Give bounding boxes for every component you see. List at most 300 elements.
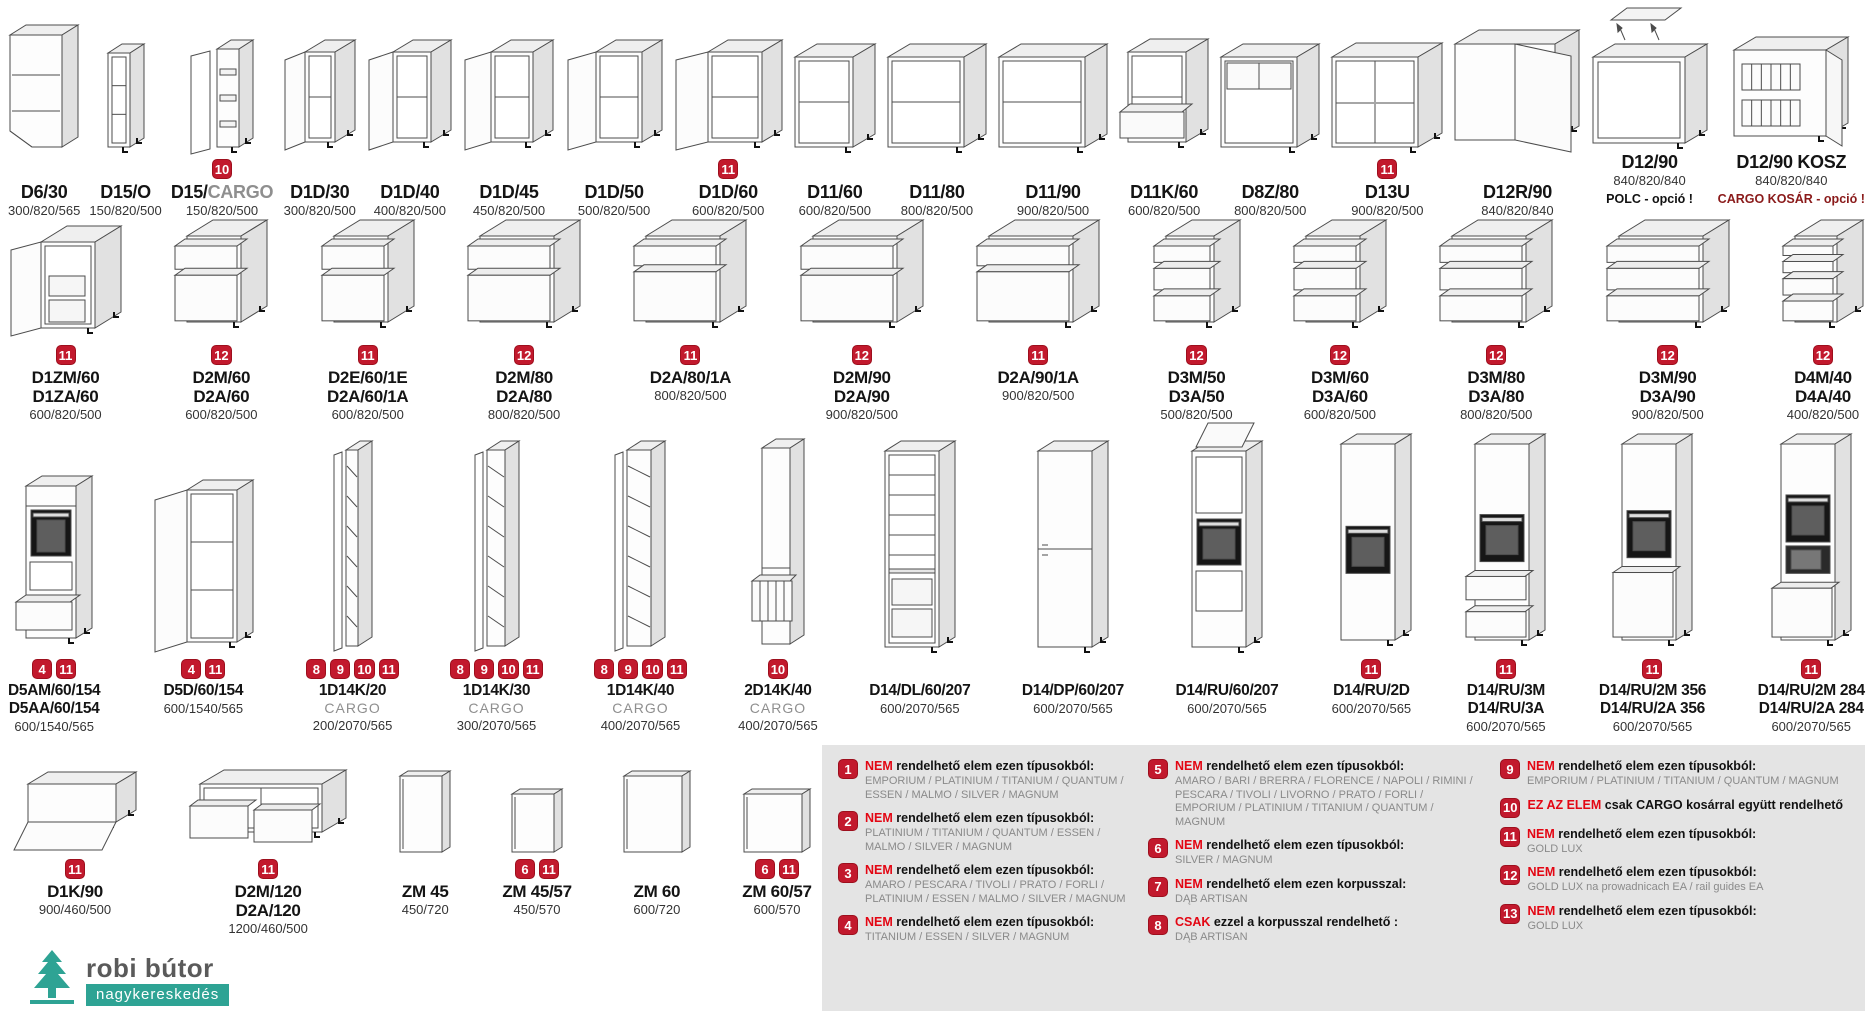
- cabinet-model-name: [327, 368, 408, 406]
- cabinet-dimensions: 600/2070/565: [1612, 719, 1693, 734]
- legend-text: [1175, 877, 1478, 907]
- legend-item-2: [838, 811, 1126, 854]
- cabinet-item-zm-60: [622, 742, 692, 918]
- model-name-line: D1D/40: [380, 182, 440, 202]
- cabinet-drawing-d14-dl-60-207: [883, 430, 957, 656]
- type-badge: 8: [306, 659, 326, 679]
- cabinet-dimensions: 400/820/500: [373, 203, 446, 218]
- legend-badge: 6: [1148, 838, 1168, 858]
- cabinet-drawing-d2a-90-1a: [975, 226, 1101, 342]
- cabinet-drawing-d12-90: [1591, 6, 1709, 152]
- cabinet-icon: [1732, 35, 1850, 152]
- cabinet-item-d1zm-60: [8, 226, 123, 423]
- model-name-line: D12/90 KOSZ: [1736, 152, 1847, 172]
- model-name-line: D6/30: [20, 182, 68, 202]
- type-badge: 11: [358, 345, 378, 365]
- type-badge: 11: [1361, 659, 1381, 679]
- legend-detail: DĄB ARTISAN: [1175, 892, 1248, 905]
- cabinet-item-d13u: [1330, 6, 1444, 219]
- model-name-line: ZM 45: [401, 882, 449, 901]
- model-name-line: D3M/80: [1467, 368, 1526, 387]
- type-badge: 11: [56, 345, 76, 365]
- type-badge: 9: [474, 659, 494, 679]
- model-name-line: D14/RU/2A 356: [1600, 700, 1705, 717]
- model-name-line: D4A/40: [1795, 387, 1851, 406]
- cabinet-dimensions: 800/820/500: [900, 203, 974, 218]
- cabinet-drawing-d13u: [1330, 6, 1444, 156]
- model-name-line: D3M/50: [1167, 368, 1226, 387]
- legend-item-9: [1500, 759, 1852, 789]
- cabinet-dimensions: 900/820/500: [1002, 388, 1075, 403]
- legend-detail: AMARO / PESCARA / TIVOLI / PRATO / FORLI / PLATINIUM / ESSEN / MALMO / SILVER / MAGNUM: [865, 879, 1126, 905]
- type-badge: 10: [768, 659, 788, 679]
- cabinet-model-name: [1599, 682, 1706, 718]
- legend-title-black: rendelhető elem ezen típusokból:: [896, 915, 1095, 929]
- cabinet-dimensions: 600/2070/565: [1187, 701, 1267, 716]
- badge-row: [1377, 158, 1397, 180]
- badge-row: [594, 658, 686, 680]
- cabinet-item-zm-45: [398, 742, 452, 918]
- cabinet-drawing-d14-dp-60-207: [1036, 430, 1110, 656]
- cabinet-icon: [793, 42, 877, 156]
- cabinet-drawing-zm-45: [398, 742, 452, 856]
- legend-text: [1175, 759, 1478, 829]
- cabinet-icon: [1190, 409, 1264, 656]
- model-name-line: D15/O: [100, 182, 151, 202]
- legend-badge: 8: [1148, 915, 1168, 935]
- cabinet-dimensions: 840/820/840: [1755, 173, 1828, 188]
- model-name-line: D2A/80: [496, 387, 552, 406]
- cabinet-model-name: [479, 182, 538, 202]
- legend-badge: 3: [838, 863, 858, 883]
- type-badge: 8: [450, 659, 470, 679]
- cabinet-icon: [1152, 218, 1242, 342]
- cabinet-model-name: [1758, 682, 1865, 718]
- cabinet-item-d14-ru-60-207: [1175, 430, 1278, 717]
- cabinet-model-name: [1483, 182, 1552, 202]
- legend-badge: 1: [838, 759, 858, 779]
- badge-row: [212, 158, 232, 180]
- model-name-line: D2M/90: [832, 368, 891, 387]
- cabinet-item-d15-cargo: [171, 6, 273, 219]
- cabinet-icon: [320, 218, 416, 342]
- cabinet-row-tall-units: [8, 430, 1865, 735]
- cabinet-drawing-d5d-60-154: [152, 430, 255, 656]
- badge-row: [32, 658, 76, 680]
- cabinet-model-name: [163, 682, 243, 700]
- cabinet-drawing-d2m-120: [188, 742, 348, 856]
- model-name-line: D14/RU/2D: [1333, 682, 1410, 699]
- cabinet-model-name: [807, 182, 862, 202]
- cabinet-model-name: [833, 368, 891, 406]
- model-name-line: 1D14K/30: [462, 682, 531, 699]
- cabinet-model-name: [1333, 682, 1410, 700]
- cabinet-icon: [8, 23, 80, 156]
- cabinet-item-d2m-120: [188, 742, 348, 937]
- cabinet-item-d5d-60-154: [152, 430, 255, 717]
- legend-column-1: [838, 759, 1126, 1003]
- cabinet-item-d5am-60-154: [8, 430, 100, 735]
- cabinet-model-name: [650, 368, 731, 387]
- model-name-line: D8Z/80: [1241, 182, 1299, 202]
- cabinet-item-d11-90: [997, 6, 1109, 219]
- cabinet-drawing-d14-ru-3m: [1464, 430, 1547, 656]
- cabinet-drawing-d1d-30: [282, 6, 357, 156]
- cabinet-model-name: [1467, 682, 1545, 718]
- cabinet-item-d6-30: [8, 6, 80, 219]
- cabinet-dimensions: 400/2070/565: [600, 718, 681, 733]
- badge-row: [680, 344, 700, 366]
- type-badge: 11: [1028, 345, 1048, 365]
- model-name-line: D5AM/60/154: [8, 682, 101, 699]
- badge-row: [1330, 344, 1350, 366]
- type-badge: 11: [1496, 659, 1516, 679]
- cabinet-model-name: [1130, 182, 1198, 202]
- model-name-line: D14/RU/3M: [1466, 682, 1546, 699]
- cabinet-item-d14-ru-2m-284: [1758, 430, 1865, 735]
- logo-tree-icon: [26, 948, 78, 1006]
- legend-title: [1527, 865, 1852, 880]
- cabinet-dimensions: 900/820/500: [825, 407, 898, 422]
- legend-detail: EMPORIUM / PLATINIUM / TITANIUM / QUANTUM / MAGNUM: [1527, 775, 1839, 787]
- legend-title-red: CSAK: [1175, 915, 1211, 929]
- badge-row: [1186, 344, 1206, 366]
- cabinet-dimensions: 900/820/500: [1631, 407, 1704, 422]
- cabinet-drawing-1d14k-20: [332, 430, 374, 656]
- cabinet-item-d2a-80-1a: [632, 226, 748, 404]
- model-name-line: D2A/80/1A: [649, 368, 732, 387]
- model-name-gray: CARGO: [207, 182, 274, 202]
- model-name-line: D13U: [1364, 182, 1410, 202]
- model-name-line: D3M/90: [1638, 368, 1697, 387]
- legend-title: [1175, 877, 1478, 892]
- legend-text: [1175, 838, 1478, 868]
- cabinet-drawing-d1d-45: [462, 6, 555, 156]
- cabinet-item-d1k-90: [12, 742, 138, 918]
- model-name-line: D11/90: [1025, 182, 1081, 202]
- cabinet-model-name: [634, 882, 681, 901]
- cabinet-drawing-d11-90: [997, 6, 1109, 156]
- cabinet-model-name: [1022, 682, 1124, 700]
- cabinet-dimensions: 300/820/565: [8, 203, 81, 218]
- type-badge: 12: [1813, 345, 1833, 365]
- legend-title: [1527, 827, 1852, 842]
- badge-row: [852, 344, 872, 366]
- type-badge: 12: [211, 345, 231, 365]
- type-badge: 6: [755, 859, 775, 879]
- legend-column-2: [1148, 759, 1478, 1003]
- cabinet-icon: [1219, 42, 1321, 156]
- cabinet-model-name: [1621, 152, 1677, 172]
- type-badge: 11: [718, 159, 738, 179]
- model-name-line: D2A/120: [235, 901, 301, 920]
- cabinet-icon: [282, 38, 357, 156]
- cabinet-model-name: [1794, 368, 1852, 406]
- cabinet-dimensions: 600/1540/565: [163, 701, 244, 716]
- cabinet-icon: [622, 769, 692, 856]
- legend-item-1: [838, 759, 1126, 802]
- type-badge: 11: [539, 859, 559, 879]
- cabinet-dimensions: 500/820/500: [1160, 407, 1233, 422]
- legend-detail: SILVER / MAGNUM: [1175, 854, 1273, 866]
- type-badge: 4: [32, 659, 52, 679]
- type-badge: 11: [667, 659, 687, 679]
- legend-text: [865, 863, 1126, 906]
- cabinet-model-name: [8, 682, 100, 718]
- cabinet-dimensions: 600/720: [633, 902, 681, 917]
- cabinet-dimensions: 900/460/500: [38, 902, 112, 917]
- model-name-line: 1D14K/20: [318, 682, 387, 699]
- cabinet-dimensions: 300/820/500: [283, 203, 356, 218]
- model-name-line: D3A/80: [1468, 387, 1525, 406]
- cabinet-drawing-2d14k-40: [750, 430, 806, 656]
- type-badge: 9: [330, 659, 350, 679]
- cabinet-dimensions: 600/820/500: [1127, 203, 1201, 218]
- cabinet-icon: [398, 769, 452, 856]
- cabinet-dimensions: 600/820/500: [798, 203, 871, 218]
- cabinet-icon: [1781, 218, 1865, 342]
- cabinet-icon: [173, 218, 269, 342]
- legend-title-black: csak CARGO kosárral együtt rendelhető: [1604, 797, 1844, 812]
- cabinet-dimensions: 500/820/500: [577, 203, 651, 218]
- cabinet-drawing-d1k-90: [12, 742, 138, 856]
- cabinet-icon: [106, 42, 146, 156]
- legend-title-black: ezzel a korpusszal rendelhető :: [1213, 915, 1398, 929]
- legend-badge: 5: [1148, 759, 1168, 779]
- legend-title-red: NEM: [1175, 876, 1203, 891]
- model-name-line: D2M/80: [495, 368, 553, 387]
- cabinet-item-d14-ru-2m-356: [1599, 430, 1706, 735]
- cabinet-model-name: [495, 368, 553, 406]
- cabinet-icon: [975, 218, 1101, 342]
- type-badge: 11: [258, 859, 278, 879]
- cabinet-dimensions: 600/820/500: [331, 407, 404, 422]
- logo-tagline: nagykereskedés: [86, 984, 229, 1006]
- badge-row: [515, 858, 559, 880]
- cabinet-drawing-d3m-60: [1292, 226, 1388, 342]
- model-name-line: 2D14K/40: [744, 682, 812, 699]
- model-name-line: D1D/60: [698, 182, 758, 202]
- cabinet-item-d1d-30: [282, 6, 357, 219]
- legend-badge: 12: [1500, 865, 1520, 885]
- badge-row: [211, 344, 231, 366]
- cabinet-item-d1d-40: [366, 6, 453, 219]
- cabinet-dimensions: 600/2070/565: [1771, 719, 1851, 734]
- cabinet-model-name: [1365, 182, 1410, 202]
- cabinet-dimensions: 800/820/500: [1234, 203, 1307, 218]
- cabinet-model-name: [171, 182, 273, 202]
- type-badge: 12: [1330, 345, 1350, 365]
- cabinet-item-d2m-90: [799, 226, 925, 423]
- model-name-line: D1D/30: [290, 182, 350, 202]
- legend-column-3: [1500, 759, 1852, 1003]
- cabinet-icon: [462, 38, 555, 156]
- cabinet-dimensions: 600/2070/565: [1466, 719, 1546, 734]
- cabinet-dimensions: 600/2070/565: [1331, 701, 1412, 716]
- type-badge: 12: [852, 345, 872, 365]
- cabinet-icon: [473, 439, 521, 656]
- cabinet-drawing-d3m-50: [1152, 226, 1242, 342]
- cabinet-drawing-d1d-40: [366, 6, 453, 156]
- cabinet-item-d14-ru-2d: [1330, 430, 1413, 717]
- cabinet-model-name: [1639, 368, 1697, 406]
- cabinet-dimensions: 150/820/500: [185, 203, 259, 218]
- cabinet-item-d3m-60: [1292, 226, 1388, 423]
- legend-item-6: [1148, 838, 1478, 868]
- cabinet-drawing-d2m-90: [799, 226, 925, 342]
- model-name-line: ZM 60: [633, 882, 681, 901]
- model-name-line: D4M/40: [1794, 368, 1852, 387]
- legend-badge: 4: [838, 915, 858, 935]
- model-name-line: D3M/60: [1311, 368, 1369, 387]
- legend-item-8: [1148, 915, 1478, 945]
- cabinet-model-name: [744, 682, 811, 700]
- cabinet-drawing-d11-80: [886, 6, 988, 156]
- cabinet-icon: [1438, 218, 1554, 342]
- legend-detail: TITANIUM / ESSEN / SILVER / MAGNUM: [865, 931, 1070, 943]
- cabinet-icon: [886, 42, 988, 156]
- legend-title-red: NEM: [1527, 865, 1556, 879]
- cabinet-icon: [742, 787, 812, 856]
- cabinet-icon: [152, 478, 255, 656]
- legend-title-black: rendelhető elem ezen típusokból:: [1206, 838, 1405, 852]
- cabinet-dimensions: 600/820/500: [29, 407, 102, 422]
- cabinet-icon: [1036, 439, 1110, 656]
- cabinet-drawing-d6-30: [8, 6, 80, 156]
- cabinet-icon: [188, 768, 348, 856]
- cabinet-item-d14-dl-60-207: [869, 430, 970, 717]
- cabinet-dimensions: 200/2070/565: [312, 718, 393, 733]
- cabinet-item-2d14k-40: [738, 430, 818, 734]
- cabinet-item-d3m-80: [1438, 226, 1554, 423]
- legend-title-black: rendelhető elem ezen típusokból:: [896, 811, 1095, 825]
- model-name-line: D3A/60: [1311, 387, 1368, 406]
- cabinet-item-d1d-45: [462, 6, 555, 219]
- cabinet-dimensions: 1200/460/500: [228, 921, 308, 936]
- legend-item-12: [1500, 865, 1852, 895]
- model-name-line: D2A/60/1A: [327, 387, 409, 406]
- cabinet-icon: [1770, 432, 1853, 656]
- badge-row: [1486, 344, 1506, 366]
- cabinet-drawing-1d14k-40: [613, 430, 667, 656]
- cabinet-dimensions: 600/820/500: [1303, 407, 1377, 422]
- cabinet-drawing-d15-o: [106, 6, 146, 156]
- cabinet-model-name: [380, 182, 439, 202]
- model-name-line: D3A/90: [1639, 387, 1696, 406]
- cabinet-dimensions: 800/820/500: [487, 407, 561, 422]
- model-name-line: D14/RU/3A: [1467, 700, 1545, 717]
- model-name-line: D2M/60: [192, 368, 251, 387]
- model-name-line: D14/RU/60/207: [1175, 682, 1279, 699]
- cabinet-drawing-d2m-60: [173, 226, 269, 342]
- type-badge: 11: [779, 859, 799, 879]
- cabinet-dimensions: 800/820/500: [654, 388, 727, 403]
- cabinet-drawing-d14-ru-2d: [1330, 430, 1413, 656]
- model-name-line: D14/DL/60/207: [869, 682, 971, 699]
- model-name-line: ZM 60/57: [742, 882, 812, 901]
- type-badge: 10: [642, 659, 662, 679]
- badge-row: [181, 658, 225, 680]
- badge-row: [1801, 658, 1821, 680]
- type-badge: 11: [379, 659, 399, 679]
- model-name-line: D1ZA/60: [32, 387, 99, 406]
- cabinet-item-d14-ru-3m: [1464, 430, 1547, 735]
- legend-detail: GOLD LUX: [1527, 919, 1584, 932]
- model-name-line: D11/60: [807, 182, 863, 202]
- cabinet-model-name: [192, 368, 250, 406]
- legend-title-black: rendelhető elem ezen korpusszal:: [1206, 876, 1407, 891]
- badge-row: [755, 858, 799, 880]
- cabinet-model-name: [997, 368, 1078, 387]
- cabinet-drawing-d12-90-kosz: [1732, 6, 1850, 152]
- cabinet-model-name: [699, 182, 758, 202]
- legend-title: [865, 759, 1126, 774]
- cabinet-icon: [565, 38, 664, 156]
- cabinet-model-name: [1175, 682, 1278, 700]
- cabinet-model-name: [1736, 152, 1846, 172]
- cabinet-row-drawer-units: [8, 226, 1865, 423]
- cabinet-drawing-zm-60: [622, 742, 692, 856]
- cabinet-model-name: [47, 882, 103, 901]
- cabinet-icon: [332, 439, 374, 656]
- cabinet-icon: [1611, 432, 1694, 656]
- model-name-line: D5AA/60/154: [8, 700, 100, 717]
- legend-title: [865, 863, 1126, 878]
- legend-item-3: [838, 863, 1126, 906]
- legend-text: [865, 811, 1126, 854]
- logo-name: robi bútor: [86, 953, 214, 983]
- type-badge: 10: [212, 159, 232, 179]
- cabinet-item-d1d-60: [673, 6, 784, 219]
- cabinet-icon: [1330, 41, 1444, 156]
- cabinet-icon: [673, 38, 784, 156]
- cabinet-model-name: [584, 182, 643, 202]
- cabinet-dimensions: 400/820/500: [1786, 407, 1860, 422]
- legend-box: [822, 745, 1865, 1011]
- legend-badge: 9: [1500, 759, 1520, 779]
- model-name-line: D2A/90: [833, 387, 890, 406]
- cabinet-drawing-d3m-80: [1438, 226, 1554, 342]
- cabinet-icon: [883, 439, 957, 656]
- model-name-line: D1D/50: [584, 182, 644, 202]
- cabinet-icon: [997, 42, 1109, 156]
- type-badge: 12: [1657, 345, 1677, 365]
- badge-row: [1642, 658, 1662, 680]
- legend-title-red: NEM: [1527, 759, 1555, 773]
- cabinet-drawing-d14-ru-2m-284: [1770, 430, 1853, 656]
- cabinet-drawing-d1zm-60: [8, 226, 123, 342]
- cabinet-item-d3m-50: [1152, 226, 1242, 423]
- type-badge: 12: [1186, 345, 1206, 365]
- cabinet-drawing-d11-60: [793, 6, 877, 156]
- legend-title-red: NEM: [1527, 826, 1555, 841]
- cabinet-item-d2m-60: [173, 226, 269, 423]
- cabinet-icon: [799, 218, 925, 342]
- legend-title-black: rendelhető elem ezen típusokból:: [1558, 903, 1757, 918]
- legend-badge: 10: [1500, 798, 1520, 818]
- badge-row: [306, 658, 398, 680]
- legend-item-5: [1148, 759, 1478, 829]
- legend-text: [1527, 865, 1852, 895]
- type-badge: 9: [618, 659, 638, 679]
- legend-title-red: NEM: [865, 915, 893, 929]
- cabinet-icon: [189, 38, 255, 156]
- legend-title-red: NEM: [1175, 759, 1203, 773]
- model-name-line: D1K/90: [47, 882, 103, 901]
- cabinet-item-d4m-40: [1781, 226, 1865, 423]
- model-name-line: D2M/120: [234, 882, 302, 901]
- legend-title: [1175, 915, 1478, 930]
